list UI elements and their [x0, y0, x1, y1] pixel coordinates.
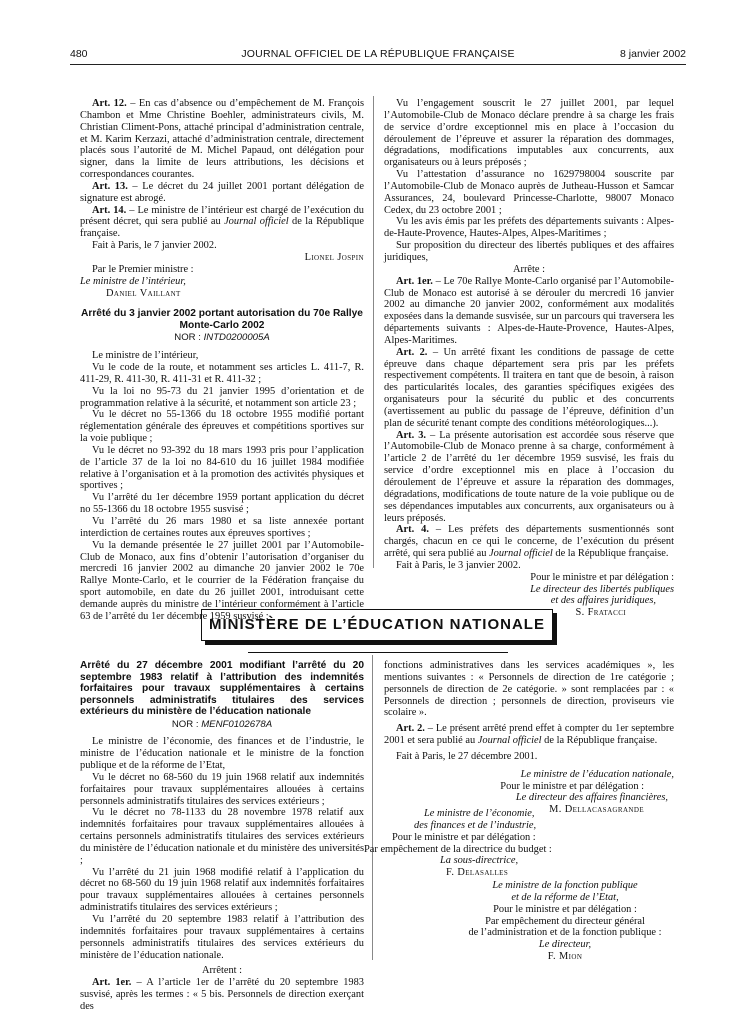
nor-indemnites: NOR : MENF0102678A [171, 718, 273, 730]
sig-educ-4: M. Dellacasagrande [549, 804, 644, 816]
visas-rallye-cont [384, 98, 674, 264]
par-premier-ministre: Par le Premier ministre : [92, 263, 194, 275]
sig-eco-4: Par empêchement de la directrice du budget : [364, 843, 552, 855]
sig-eco-6: F. Delasalles [446, 867, 509, 879]
nor-rallye: NOR : INTD0200005A [174, 332, 270, 344]
issue-date: 8 janvier 2002 [620, 48, 686, 60]
article-1-indemnites: Art. 1er. – A l’article 1er de l’arrêté du 20 septembre 1983 susvisé, après les termes : « 5 bis. Personnels de direction exerçant des [80, 977, 364, 1012]
sig-economie-block [340, 808, 600, 879]
visa-paragraph: Vu les avis émis par les préfets des départements suivants : Alpes-de-Haute-Provence, Hautes-Alpes, Alpes-Maritimes ; [384, 216, 674, 240]
banner-underline [248, 652, 508, 653]
sig-fp-4: Par empêchement du directeur général [485, 915, 645, 927]
visa-paragraph: Vu le décret no 68-560 du 19 juin 1968 relatif aux indemnités forfaitaires pour travaux supplémentaires allouées à certains personnels administratifs titulaires des services extérieurs ; [80, 771, 364, 807]
visa-paragraph: Vu le décret no 93-392 du 18 mars 1993 pris pour l’application de l’article 37 de la loi no 84-610 du 16 juillet 1984 modifiée relative à l’organisation et à la promotion des activités physiques et sportives ; [80, 444, 364, 492]
visa-paragraph: Le ministre de l’économie, des finances et de l’industrie, le ministre de l’éducation nationale et le ministre de la fonction publique et de la réforme de l’Etat, [80, 736, 364, 772]
visa-paragraph: Vu le décret no 78-1133 du 28 novembre 1978 relatif aux indemnités forfaitaires pour travaux supplémentaires allouées à certains personnels administratifs titulaires des services extérieurs du ministère de l’éducation nationale et du ministère des universités ; [80, 807, 364, 866]
article-14: Art. 14. – Le ministre de l’intérieur est chargé de l’exécution du présent décret, qui sera publié au Journal officiel de la République française. [80, 204, 365, 240]
visa-paragraph: Vu l’arrêté du 21 juin 1968 modifié relatif à l’application du décret no 68-560 du 19 juin 1968 relatif aux indemnités forfaitaires pour travaux supplémentaires allouées à certaines personnels administratifs titulaires des services extérieurs ; [80, 866, 364, 914]
visa-paragraph: Vu l’arrêté du 20 septembre 1983 relatif à l’attribution des indemnités forfaitaires pour travaux supplémentaires à certains personnels administratifs titulaires des services extérieurs du ministère de l’éducation nationale. [80, 914, 364, 961]
article-13: Art. 13. – Le décret du 24 juillet 2001 portant délégation de signature est abrogé. [80, 180, 364, 204]
visa-paragraph: Le ministre de l’intérieur, [92, 350, 199, 362]
visa-paragraph: Vu l’attestation d’assurance no 1629798004 souscrite par l’Automobile-Club de Monaco auprès de Jutheau-Husson et Samcar Assurances, 24, boulevard Princesse-Charlotte, 98007 Monaco Cedex, du 23 octobre 2001 ; [384, 169, 674, 216]
sig-fp-7: F. Mion [547, 951, 583, 963]
visa-paragraph: Sur proposition du directeur des libertés publiques et des affaires juridiques, [384, 240, 674, 263]
arretent-word: Arrêtent : [201, 965, 243, 977]
page-header [70, 48, 686, 64]
fait-rallye: Fait à Paris, le 3 janvier 2002. [396, 559, 521, 571]
sig-educ-3: Le directeur des affaires financières, [515, 792, 668, 804]
ministre-interieur: Le ministre de l’intérieur, [80, 275, 186, 287]
article-3-rallye: Art. 3. – La présente autorisation est accordée sous réserve que l’Automobile-Club de Monaco prenne à sa charge, conformément à l’article 2 de l’arrêté du 1er décembre 1959 susvisé, les frais du service d’ordre exceptionnel mis en place à l’occasion du déroulement de l’épreuve et assure la réparation des dommages, dégradations, modifications de toute nature de la voie publique ou de ses dépendances imputables aux concurrents, aux organisateurs ou à leurs préposés. [384, 429, 674, 524]
sig-fp-1: Le ministre de la fonction publique [492, 880, 638, 891]
left-column-top [80, 98, 364, 623]
visa-paragraph: Vu l’arrêté du 1er décembre 1959 portant application du décret no 55-1366 du 18 octobre 1955 susvisé ; [80, 492, 364, 516]
sig-eco-2: des finances et de l’industrie, [414, 819, 537, 831]
directeur-affaires: et des affaires juridiques, [550, 595, 656, 607]
article-1-continued: fonctions administratives dans les services académiques », les mentions suivantes : « Personnels de direction de 1re catégorie ; personnels de direction de 2e catégorie. » sont remplacées par : « Personnels de direction ; personnels de direction, proviseurs vie scolaire ». [384, 660, 674, 719]
sig-educ-2: Pour le ministre et par délégation : [500, 780, 644, 792]
visa-paragraph: Vu l’engagement souscrit le 27 juillet 2001, par lequel l’Automobile-Club de Monaco déclare prendre à sa charge les frais de service d’ordre exceptionnel mis en place à l’occasion du déroulement de l’épreuve et assurer la réparation des dommages, dégradations, modifications imputables aux concurrents, aux organisateurs ou à leurs préposés ; [384, 98, 674, 169]
visa-paragraph: Vu le code de la route, et notamment ses articles L. 411-7, R. 411-29, R. 411-30, R. 411-31 et R. 411-32 ; [80, 362, 364, 385]
visas-rallye [80, 350, 364, 622]
header-rule [70, 64, 686, 65]
arrete-word: Arrête : [512, 263, 546, 275]
pour-ministre: Pour le ministre et par délégation : [530, 571, 674, 583]
visas-indemnites [80, 736, 364, 961]
sig-fp-5: de l’administration et de la fonction publique : [468, 927, 662, 939]
sig-educ-1: Le ministre de l’éducation nationale, [520, 768, 674, 780]
directeur-libertes: Le directeur des libertés publiques [530, 583, 674, 595]
article-4-rallye: Art. 4. – Les préfets des départements susmentionnés sont chargés, chacun en ce qui le concerne, de l’exécution du présent arrêté, qui sera publié au Journal officiel de la République française. [384, 524, 674, 560]
sig-eco-5: La sous-directrice, [440, 855, 519, 867]
right-column-bottom [384, 660, 674, 816]
article-12: Art. 12. – En cas d’absence ou d’empêchement de M. François Chambon et Mme Christine Boehler, administrateurs civils, M. Christian Climent-Pons, attaché principal d’administration centrale, et M. Karim Kerzazi, attaché d’administration centrale, directement placés sous l’autorité de M. Michel Papaud, ont délégation pour signer, dans la limite de leurs attributions, les décisions et correspondances courantes. [80, 98, 365, 181]
article-2-indemnites: Art. 2. – Le présent arrêté prend effet à compter du 1er septembre 2001 et sera publié au Journal officiel de la République française. [384, 723, 674, 747]
ministry-banner: MINISTÈRE DE L’ÉDUCATION NATIONALE [201, 609, 553, 641]
signature-vaillant: Daniel Vaillant [106, 287, 181, 299]
arrete-rallye-title: Arrêté du 3 janvier 2002 portant autorisation du 70e Rallye Monte-Carlo 2002 [81, 308, 363, 331]
sig-fonction-publique-block [440, 880, 690, 963]
arrete-indemnites-title: Arrêté du 27 décembre 2001 modifiant l’arrêté du 20 septembre 1983 relatif à l’attribution des indemnités forfaitaires pour travaux supplémentaires à certains personnels administratifs titulaires des services extérieurs du ministère de l’éducation nationale [80, 660, 364, 717]
sig-fp-6: Le directeur, [538, 939, 592, 951]
page-number: 480 [70, 48, 88, 60]
article-1-rallye: Art. 1er. – Le 70e Rallye Monte-Carlo organisé par l’Automobile-Club de Monaco est autorisé à se dérouler du mercredi 16 janvier 2002 au dimanche 20 janvier 2002, conformément aux modalités exposées dans la demande susvisée, sur un parcours qui traversera les départements suivants : Alpes-de-Haute-Provence, Hautes-Alpes, Alpes-Maritimes. [384, 275, 674, 346]
fait-indemnites: Fait à Paris, le 27 décembre 2001. [396, 750, 538, 762]
article-2-rallye: Art. 2. – Un arrêté fixant les conditions de passage de cette épreuve dans chaque département sera pris par les préfets respectivement compétents. Il traitera en tant que de besoin, à raison des particularités locales, des garanties spécifiques exigées des organisateurs pour la sécurité du public et des concurrents (avertissement au public du passage de l’épreuve, définition d’un plan de sécurité tenant compte des conditions météorologiques...). [384, 346, 674, 429]
sig-fp-3: Pour le ministre et par délégation : [493, 903, 637, 915]
signature-jospin: Lionel Jospin [304, 251, 364, 263]
visa-paragraph: Vu la loi no 95-73 du 21 janvier 1995 d’orientation et de programmation relative à la sécurité, et notamment son article 23 ; [80, 385, 364, 409]
signature-fratacci: S. Fratacci [575, 607, 626, 619]
fait-a-paris: Fait à Paris, le 7 janvier 2002. [92, 240, 217, 252]
visa-paragraph: Vu le décret no 55-1366 du 18 octobre 1955 modifié portant réglementation générale des épreuves et compétitions sportives sur la voie publique ; [80, 409, 364, 445]
sig-eco-1: Le ministre de l’économie, [424, 808, 535, 819]
left-column-bottom [80, 660, 364, 1013]
column-divider [373, 96, 374, 568]
visa-paragraph: Vu la demande présentée le 27 juillet 2001 par l’Automobile-Club de Monaco, aux fins d’obtenir l’autorisation d’organiser du mercredi 16 janvier 2002 au dimanche 20 janvier 2002 le 70e Rallye Monte-Carlo, et le courrier de la Fédération française du sport automobile, en date du 26 juillet 2001, introduisant cette demande auprès du ministre de l’intérieur conformément à l’article 63 de l’arrêté du 1er décembre 1959 susvisé ; [80, 539, 364, 622]
right-column-top [384, 98, 674, 619]
journal-title: JOURNAL OFFICIEL DE LA RÉPUBLIQUE FRANÇAISE [241, 48, 515, 60]
visa-paragraph: Vu l’arrêté du 26 mars 1980 et sa liste annexée portant interdiction de certaines routes aux épreuves sportives ; [80, 516, 364, 539]
sig-fp-2: et de la réforme de l’Etat, [511, 891, 619, 903]
sig-eco-3: Pour le ministre et par délégation : [392, 831, 536, 843]
